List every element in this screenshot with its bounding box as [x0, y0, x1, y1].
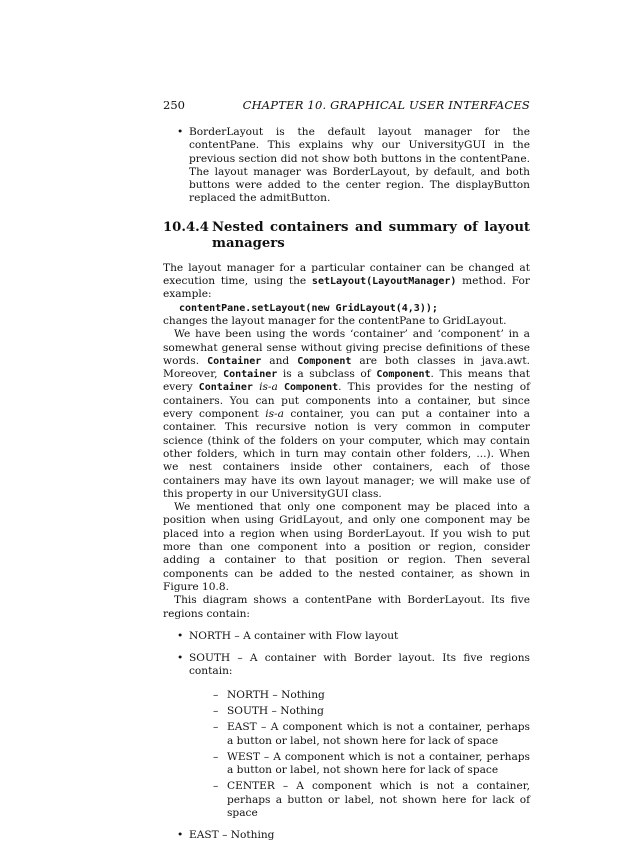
section-number: 10.4.4: [163, 219, 209, 235]
list-item-east: • EAST – Nothing: [163, 829, 530, 842]
region-list: [163, 630, 530, 843]
sub-item-center: – CENTER – A component which is not a container, perhaps a button or label, not shown here for lack of space: [213, 780, 530, 820]
page-body: [163, 126, 530, 852]
sub-item-west: – WEST – A component which is not a container, perhaps a button or label, not shown here for lack of space: [213, 751, 530, 778]
chapter-title: CHAPTER 10. GRAPHICAL USER INTERFACES: [242, 98, 530, 112]
sub-item-south: – SOUTH – Nothing: [213, 705, 530, 718]
code-example-line: contentPane.setLayout(new GridLayout(4,3));: [179, 302, 438, 314]
section-title: Nested containers and summary of layout managers: [212, 219, 530, 251]
sub-item-north: – NORTH – Nothing: [213, 689, 530, 702]
intro-bullet: • BorderLayout is the default layout manager for the contentPane. This explains why our UniversityGUI in the previous section did not show both buttons in the contentPane. The layout manager was BorderLayout, by default, and both buttons were added to the center region. The displayButton replaced the admitButton.: [163, 126, 530, 206]
paragraph-containers: We have been using the words ‘container’ and ‘component’ in a somewhat general sense without giving precise definitions of these words. Container and Component are both classes in java.awt. Moreover, Container is a subclass of Component. This means that every Container is-a Component. This provides for the nesting of containers. You can put components into a container, but since every component is-a container, you can put a container into a container. This recursive notion is very common in computer science (think of the folders on your computer, which may contain other folders, which in turn may contain other folders, ...). When we nest containers inside other containers, each of those containers may have its own layout manager; we will make use of this property in our UniversityGUI class.: [163, 328, 531, 500]
section-heading: [163, 220, 530, 252]
list-item-south: • SOUTH – A container with Border layout. Its five regions contain: – NORTH – Nothing – SOUTH – Nothing – EAST – A component which is not a container, perhaps a button or label, not shown here for lack of space – WEST – A component which is not a container, perhaps a button or label, not shown here for lack of space – CENTER – A component which is not a container, perhaps a button or label, not shown here for lack of space: [163, 652, 530, 820]
sub-item-east: – EAST – A component which is not a container, perhaps a button or label, not shown here for lack of space: [213, 721, 530, 748]
south-sublist: [189, 689, 530, 821]
paragraph-setlayout: The layout manager for a particular container can be changed at execution time, using the setLayout(LayoutManager) method. For example:: [163, 261, 530, 301]
list-item-north: • NORTH – A container with Flow layout: [163, 630, 530, 643]
code-setlayout: setLayout(LayoutManager): [311, 276, 457, 288]
paragraph-diagram: This diagram shows a contentPane with BorderLayout. Its five regions contain:: [163, 594, 530, 620]
page-number: 250: [163, 98, 185, 112]
running-header: [163, 98, 530, 112]
paragraph-setlayout-result: changes the layout manager for the contentPane to GridLayout.: [163, 314, 507, 327]
paragraph-nesting: We mentioned that only one component may be placed into a position when using GridLayout, and only one component may be placed into a region when using BorderLayout. If you wish to put more than one component into a position or region, consider adding a container to that position or region. Then several components can be added to the nested container, as shown in Figure 10.8.: [163, 501, 530, 593]
